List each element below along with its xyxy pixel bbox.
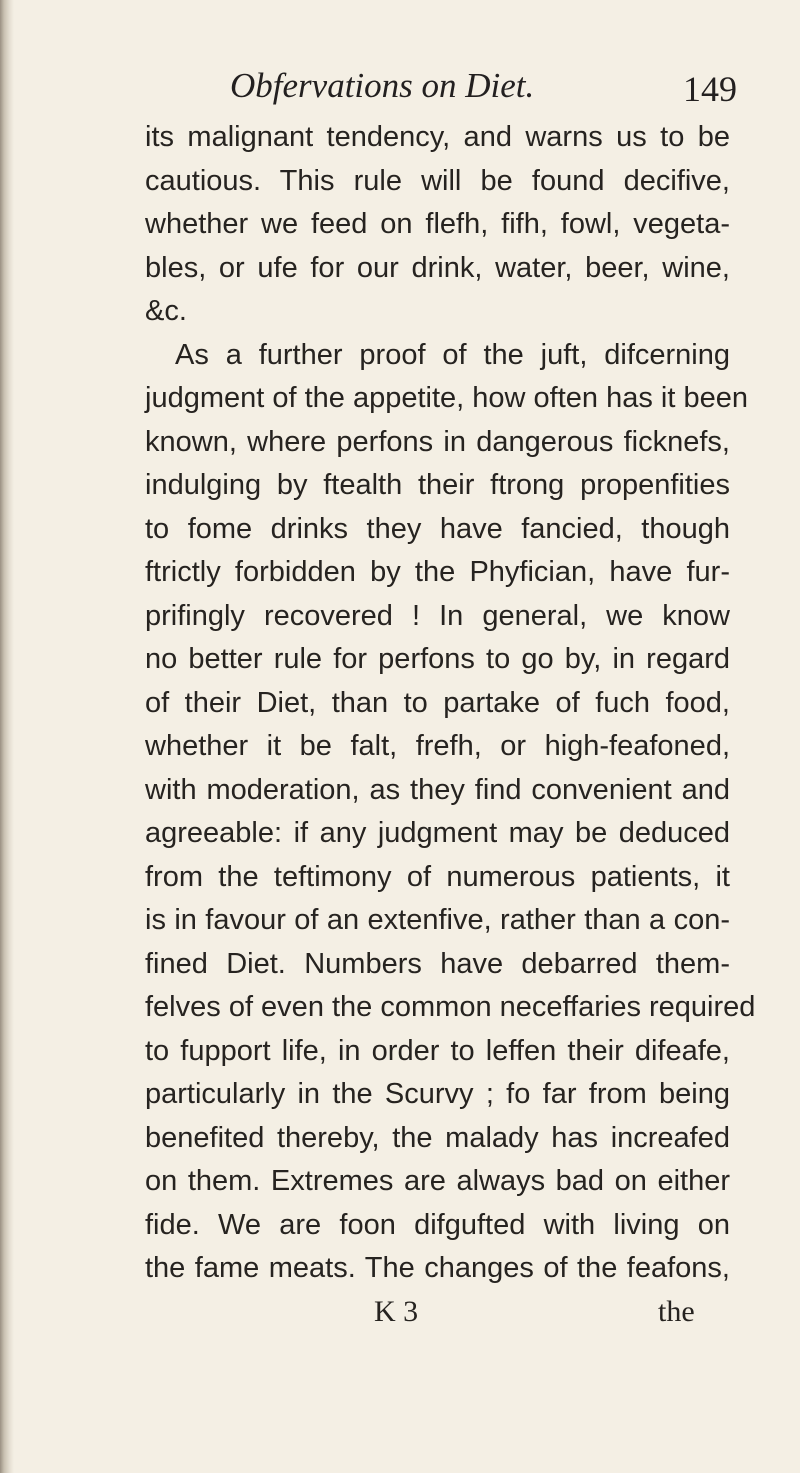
- text-line: is in favour of an extenfive, rather than a con-: [145, 904, 730, 936]
- text-line: to fupport life, in order to leffen their difeafe,: [145, 1034, 730, 1067]
- text-line: fide. We are foon difgufted with living on: [145, 1208, 730, 1241]
- text-line: agreeable: if any judgment may be deduced: [145, 817, 730, 849]
- text-line: whether it be falt, frefh, or high-feafoned,: [145, 730, 730, 762]
- text-line: fined Diet. Numbers have debarred them-: [145, 947, 730, 980]
- text-line: no better rule for perfons to go by, in regard: [145, 643, 730, 675]
- text-line: bles, or ufe for our drink, water, beer, wine,: [145, 251, 730, 284]
- text-line: of their Diet, than to partake of fuch food,: [145, 686, 730, 719]
- text-line: felves of even the common neceffaries required: [145, 991, 756, 1023]
- body-text: [145, 116, 756, 1291]
- text-line: on them. Extremes are always bad on either: [145, 1165, 730, 1197]
- text-line: known, where perfons in dangerous ficknefs,: [145, 425, 730, 458]
- page-binding-edge: [0, 0, 14, 1473]
- text-line: judgment of the appetite, how often has it been: [145, 382, 748, 414]
- page-footer: [0, 1292, 800, 1336]
- page-number: 149: [683, 69, 737, 109]
- text-line: with moderation, as they find convenient and: [145, 773, 730, 806]
- signature-mark: K 3: [374, 1295, 419, 1328]
- text-line: cautious. This rule will be found decifive,: [145, 164, 730, 197]
- paragraph-first-line: As a further proof of the juft, difcerning: [175, 338, 730, 371]
- catchword: the: [658, 1295, 695, 1328]
- text-line: from the teftimony of numerous patients, it: [145, 860, 730, 893]
- text-line: particularly in the Scurvy ; fo far from being: [145, 1078, 730, 1110]
- running-head: [0, 66, 800, 114]
- text-line: ftrictly forbidden by the Phyfician, have fur-: [145, 556, 730, 588]
- running-head-title: Obfervations on Diet.: [230, 66, 535, 105]
- text-line: its malignant tendency, and warns us to be: [145, 121, 730, 153]
- text-line: whether we feed on flefh, fifh, fowl, vegeta-: [145, 208, 730, 240]
- text-line: prifingly recovered ! In general, we know: [145, 599, 730, 632]
- text-line: &c.: [145, 295, 187, 327]
- text-line: indulging by ftealth their ftrong propenfities: [145, 469, 730, 501]
- text-line: to fome drinks they have fancied, though: [145, 512, 730, 545]
- text-line: benefited thereby, the malady has increafed: [145, 1121, 730, 1154]
- text-line: the fame meats. The changes of the feafons,: [145, 1252, 730, 1284]
